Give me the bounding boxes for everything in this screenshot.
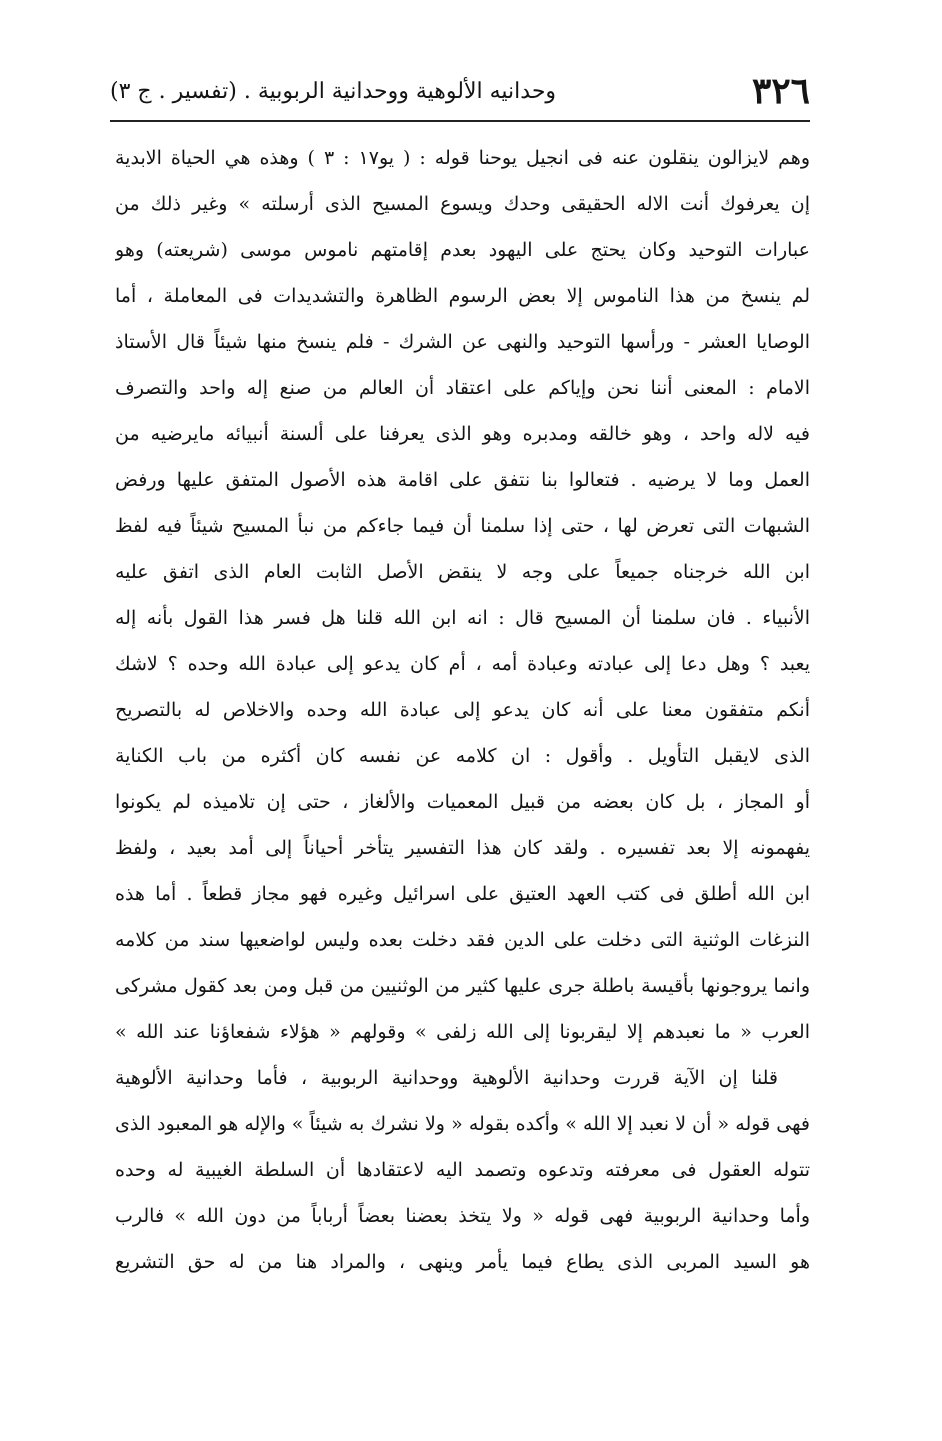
paragraph-start-line: قلنا إن الآية قررت وحدانية الألوهية ووحدانية الربوبية ، فأما وحدانية الألوهية [115,1067,778,1089]
text-line: لم ينسخ من هذا الناموس إلا بعض الرسوم الظاهرة والتشديدات فى المعاملة ، أما [115,285,810,307]
text-line: الذى لايقبل التأويل . وأقول : ان كلامه عن نفسه كان أكثره من باب الكناية [115,745,810,767]
running-title: وحدانيه الألوهية ووحدانية الربوبية . (تفسير . ج ٣) [110,78,557,104]
text-line: فيه لاله واحد ، وهو خالقه ومدبره وهو الذى يعرفنا على ألسنة أنبيائه مايرضيه من [115,423,810,445]
text-line: فهى قوله « أن لا نعبد إلا الله » وأكده بقوله « ولا نشرك به شيئاً » والإله هو المعبود الذى [115,1113,810,1135]
text-line: الامام : المعنى أننا نحن وإياكم على اعتقاد أن العالم من صنع إله واحد والتصرف [115,377,810,399]
page-number: ٣٢٦ [751,70,810,112]
text-line: هو السيد المربى الذى يطاع فيما يأمر وينهى ، والمراد هنا من له حق التشريع [115,1251,810,1273]
text-line: وهم لايزالون ينقلون عنه فى انجيل يوحنا قوله : ( يو١٧ : ٣ ) وهذه هي الحياة الابدية [115,147,810,169]
text-line: الشبهات التى تعرض لها ، حتى إذا سلمنا أن فيما جاءكم من نبأ المسيح شيئاً فيه لفظ [115,515,810,537]
text-line: يفهمونه إلا بعد تفسيره . ولقد كان هذا التفسير يتأخر أحياناً إلى أمد بعيد ، ولفظ [115,837,810,859]
text-line: النزغات الوثنية التى دخلت على الدين فقد دخلت بعده وليس لواضعيها سند من كلامه [115,929,810,951]
text-line: أنكم متفقون معنا على أنه كان يدعو إلى عبادة الله وحده والاخلاص له بالتصريح [115,699,810,721]
body-text [115,135,810,1285]
text-line: الوصايا العشر - ورأسها التوحيد والنهى عن الشرك - فلم ينسخ منها شيئاً قال الأستاذ [115,331,810,353]
page-header [110,62,810,120]
text-line: إن يعرفوك أنت الاله الحقيقى وحدك ويسوع المسيح الذى أرسلته » وغير ذلك من [115,193,810,215]
text-line: الأنبياء . فان سلمنا أن المسيح قال : انه ابن الله قلنا هل فسر هذا القول بأنه إله [115,607,810,629]
text-line: وأما وحدانية الربوبية فهى قوله « ولا يتخذ بعضنا بعضاً أرباباً من دون الله » فالرب [115,1205,810,1227]
text-line: أو المجاز ، بل كان بعضه من قبيل المعميات والألغاز ، حتى إن تلاميذه لم يكونوا [115,791,810,813]
text-line: وانما يروجونها بأقيسة باطلة جرى عليها كثير من الوثنيين من قبل ومن بعد كقول مشركى [115,975,810,997]
text-line: يعبد ؟ وهل دعا إلى عبادته وعبادة أمه ، أم كان يدعو إلى عبادة الله وحده ؟ لاشك [115,653,810,675]
text-line: تتوله العقول فى معرفته وتدعوه وتصمد اليه لاعتقادها أن السلطة الغيبية له وحده [115,1159,810,1181]
text-line: العرب « ما نعبدهم إلا ليقربونا إلى الله زلفى » وقولهم « هؤلاء شفعاؤنا عند الله » [115,1021,810,1043]
header-divider [110,120,810,122]
text-line: العمل وما لا يرضيه . فتعالوا بنا نتفق على اقامة هذه الأصول المتفق عليها ورفض [115,469,810,491]
text-line: عبارات التوحيد وكان يحتج على اليهود بعدم إقامتهم ناموس موسى (شريعته) وهو [115,239,810,261]
text-line: ابن الله خرجناه جميعاً على وجه لا ينقض الأصل الثابت العام الذى اتفق عليه [115,561,810,583]
text-line: ابن الله أطلق فى كتب العهد العتيق على اسرائيل وغيره فهو مجاز قطعاً . أما هذه [115,883,810,905]
